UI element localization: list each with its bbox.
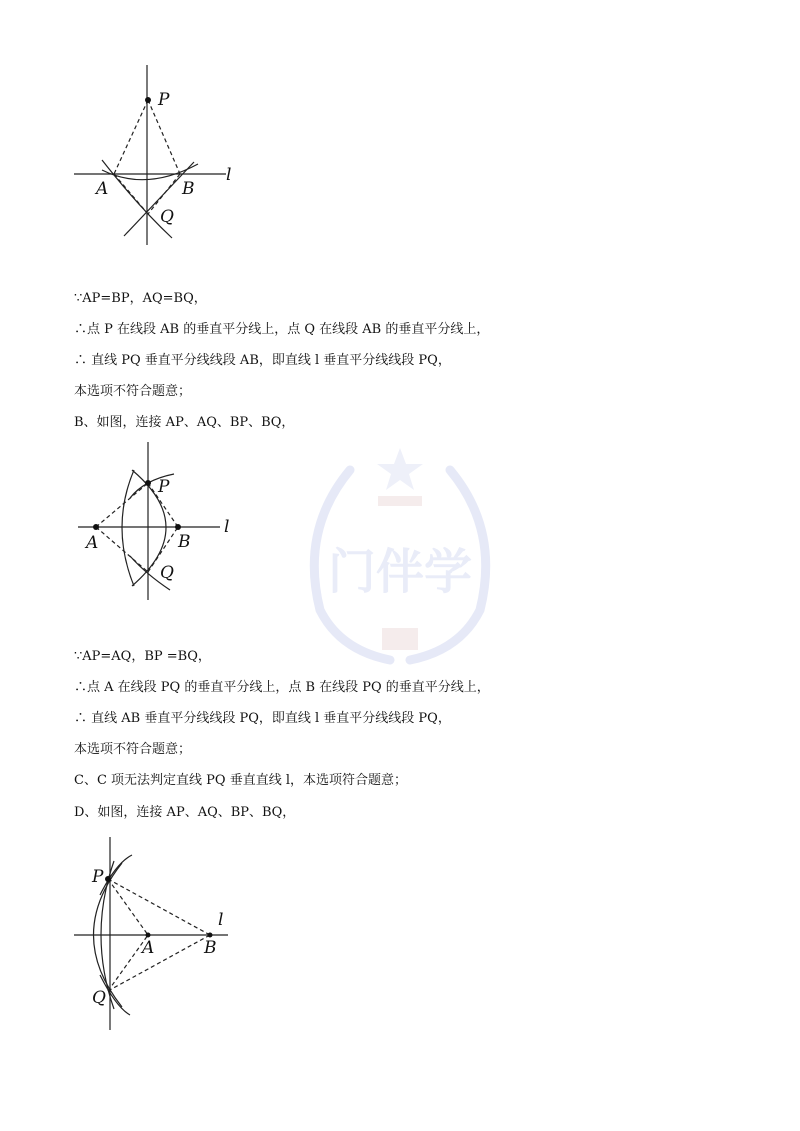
figure-3-diagram	[70, 835, 250, 1035]
text-line-11: D、如图，连接 AP、AQ、BP、BQ，	[74, 805, 296, 820]
fig3-label-l: l	[218, 910, 224, 930]
fig3-label-q: Q	[92, 988, 106, 1008]
text-line-6: ∵AP=AQ，BP =BQ，	[74, 649, 211, 664]
text-line-4: 本选项不符合题意；	[74, 384, 192, 399]
text-line-1: ∵AP=BP，AQ=BQ，	[74, 291, 207, 306]
fig3-label-p: P	[92, 867, 104, 887]
figure-2-diagram	[70, 440, 250, 605]
fig1-label-p: P	[158, 90, 170, 110]
fig1-segment-pa	[114, 100, 148, 174]
fig1-label-b: B	[182, 179, 195, 199]
text-line-8: ∴ 直线 AB 垂直平分线线段 PQ，即直线 l 垂直平分线线段 PQ，	[74, 711, 451, 726]
fig3-segment-pb	[108, 879, 210, 935]
figure-1-diagram	[60, 60, 260, 250]
fig3-point-b	[208, 933, 213, 938]
text-line-3: ∴ 直线 PQ 垂直平分线线段 AB，即直线 l 垂直平分线线段 PQ，	[74, 353, 451, 368]
fig2-point-p	[145, 480, 151, 486]
fig1-segment-pb	[148, 100, 180, 174]
fig1-label-q: Q	[160, 207, 174, 227]
text-line-7: ∴点 A 在线段 PQ 的垂直平分线上，点 B 在线段 PQ 的垂直平分线上，	[74, 680, 490, 695]
fig2-arc-1	[122, 470, 134, 586]
fig2-label-p: P	[158, 477, 170, 497]
fig3-label-a: A	[142, 938, 155, 958]
fig1-label-a: A	[96, 179, 109, 199]
fig3-segment-qb	[108, 935, 210, 991]
text-line-2: ∴点 P 在线段 AB 的垂直平分线上，点 Q 在线段 AB 的垂直平分线上，	[74, 322, 490, 337]
fig2-label-q: Q	[160, 563, 174, 583]
fig3-segment-pa	[108, 879, 148, 935]
fig1-point-p	[145, 97, 151, 103]
text-line-10: C、C 项无法判定直线 PQ 垂直直线 l，本选项符合题意；	[74, 773, 407, 788]
watermark-emblem	[280, 440, 520, 670]
fig2-label-l: l	[224, 517, 230, 537]
text-line-9: 本选项不符合题意；	[74, 742, 192, 757]
watermark-text: 门伴学	[327, 544, 473, 600]
fig2-point-b	[175, 524, 181, 530]
fig2-label-a: A	[86, 533, 99, 553]
fig3-point-a	[146, 933, 151, 938]
fig3-label-b: B	[204, 938, 217, 958]
fig2-label-b: B	[178, 532, 191, 552]
fig1-label-l: l	[226, 165, 232, 185]
fig2-point-a	[93, 524, 99, 530]
text-line-5: B、如图，连接 AP、AQ、BP、BQ，	[74, 415, 295, 430]
fig3-point-p	[105, 876, 111, 882]
